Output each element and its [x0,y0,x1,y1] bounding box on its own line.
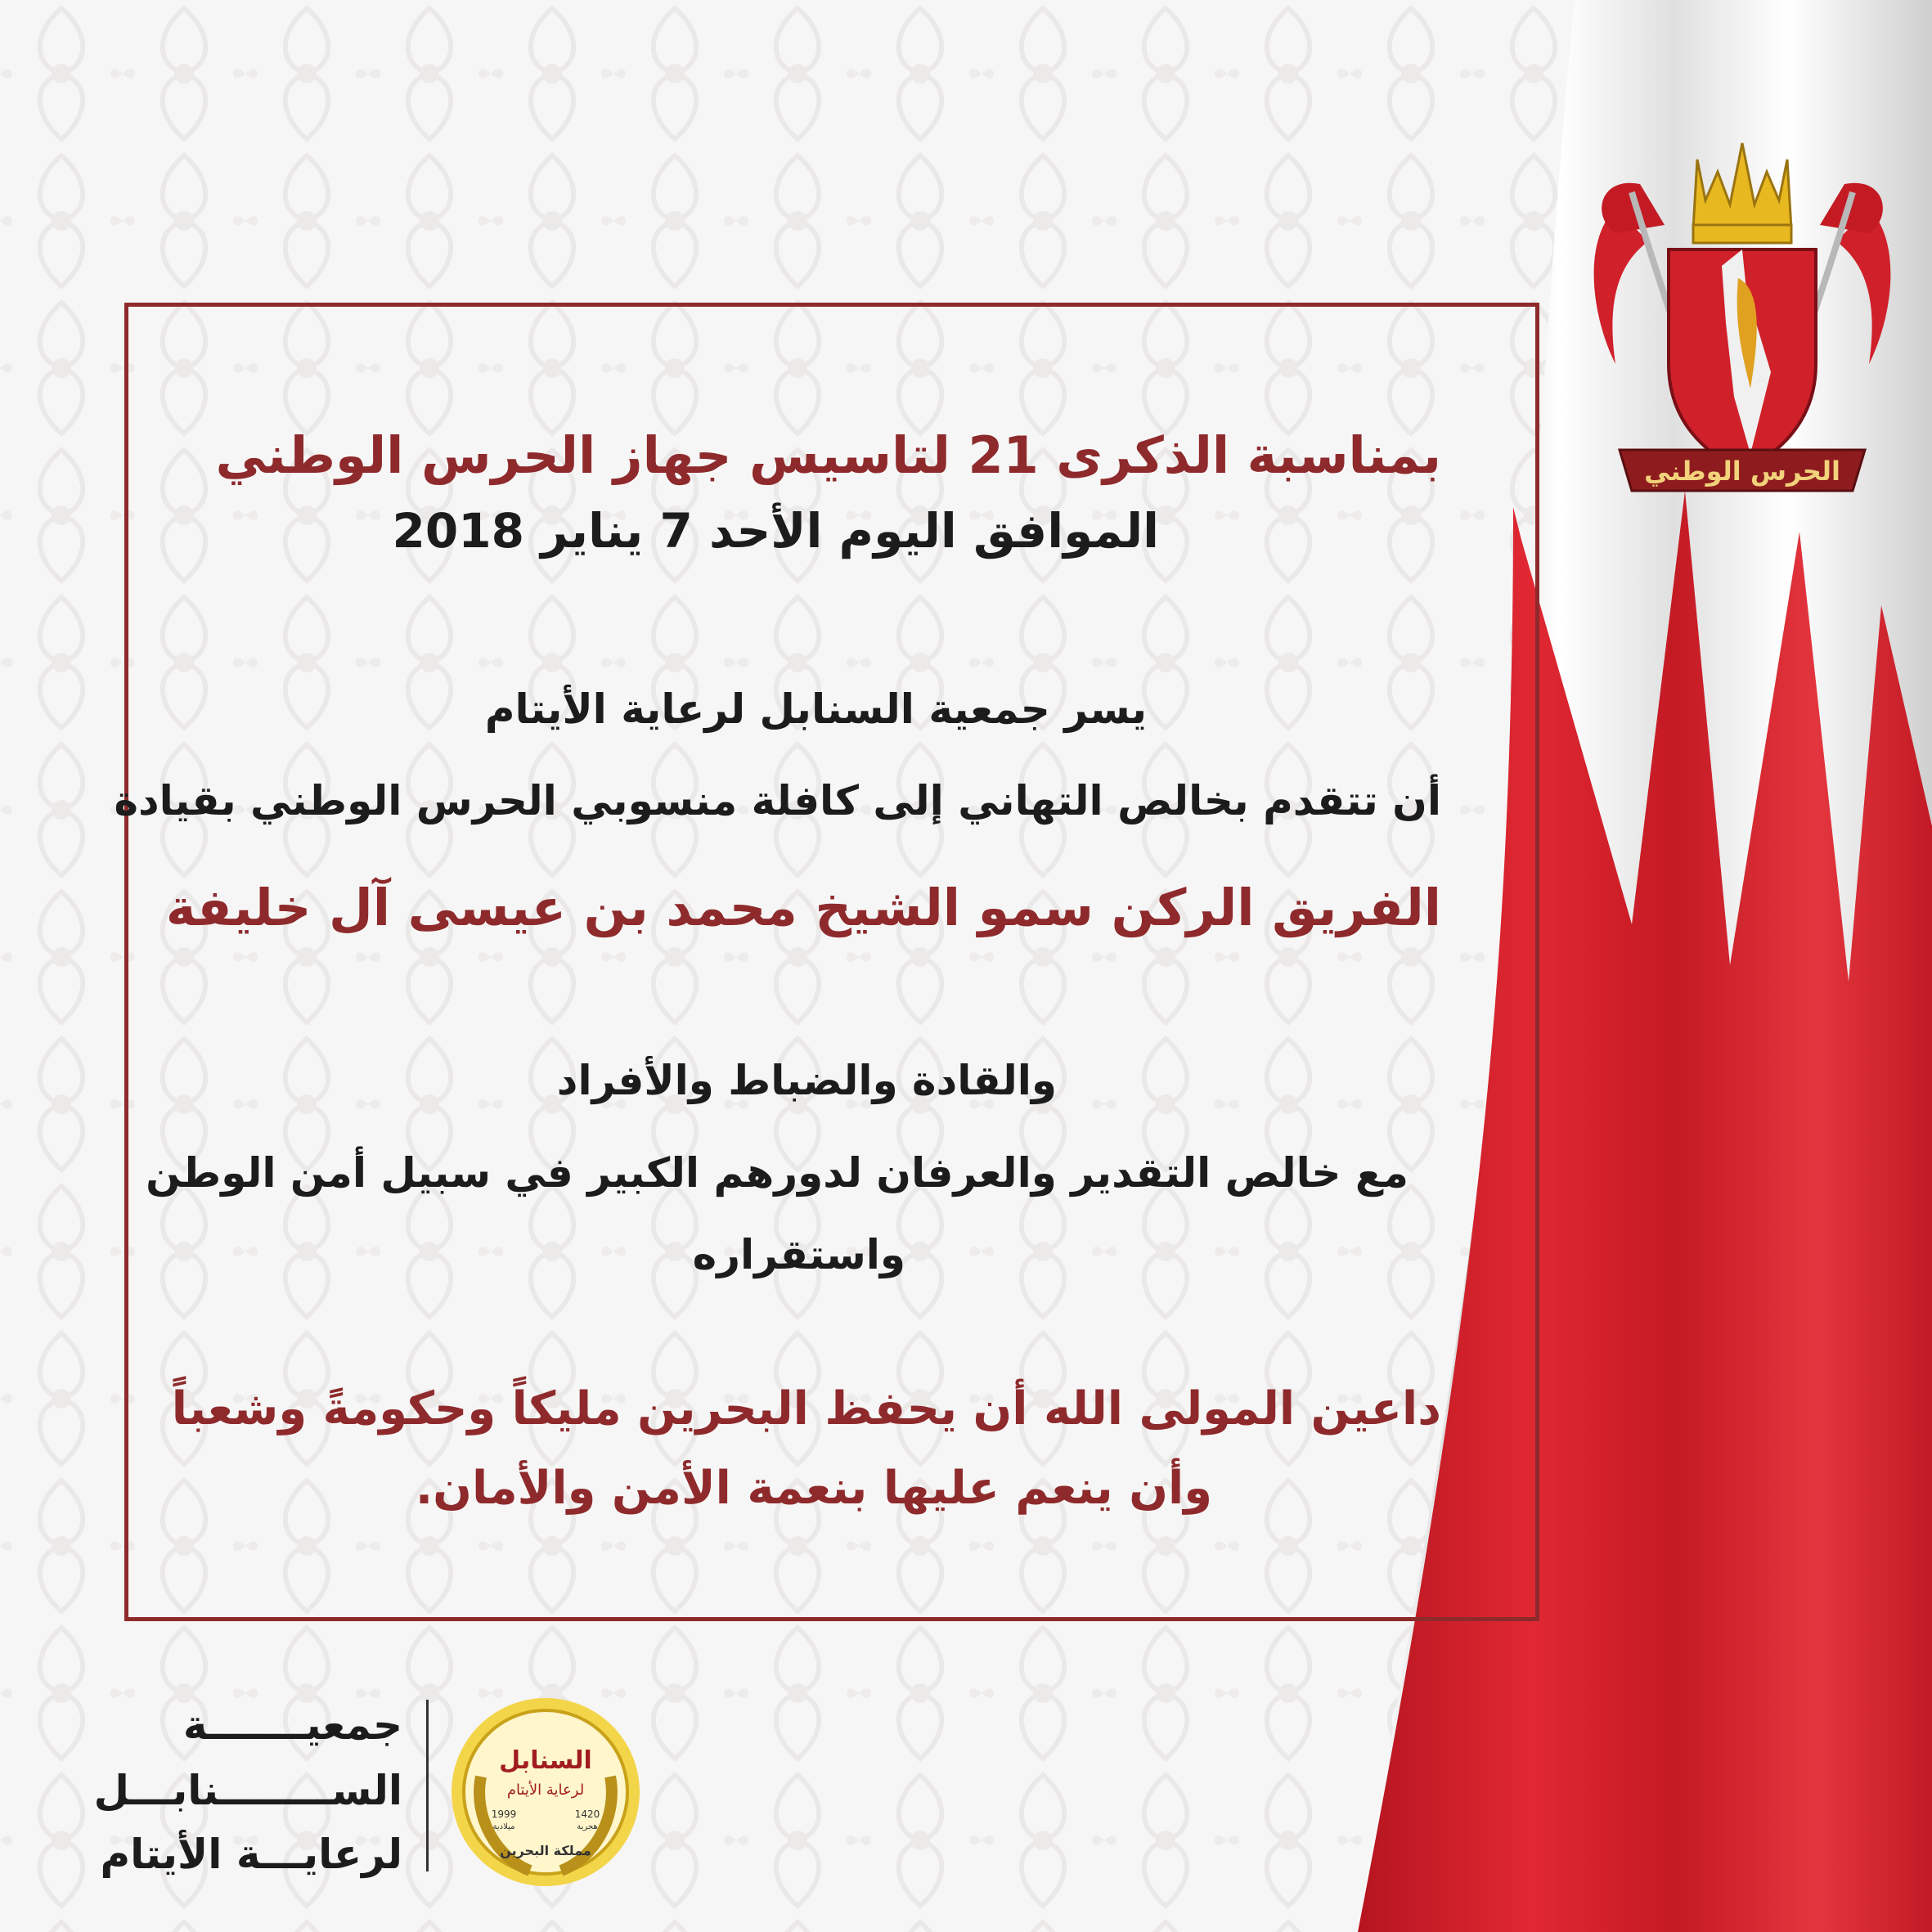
body-line-1: يسر جمعية السنابل لرعاية الأيتام [484,685,1147,733]
logo-country: مملكة البحرين [500,1843,591,1858]
body-line-6: واستقراره [692,1231,905,1278]
logo-year-right: 1420 [574,1808,600,1820]
logo-year-right-label: هجرية [577,1822,598,1831]
emblem-label: الحرس الوطني [1644,456,1840,487]
org-name-word-1: جمعيـــــــة [182,1701,402,1749]
logo-subtitle: لرعاية الأيتام [506,1781,585,1799]
commander-name: الفريق الركن سمو الشيخ محمد بن عيسى آل خليفة [165,878,1441,937]
national-guard-emblem-icon [1583,127,1902,511]
prayer-line-1: داعين المولى الله أن يحفظ البحرين مليكاً وحكومةً وشعباً [171,1382,1441,1436]
footer-divider [426,1700,429,1871]
org-name-word-2: الســــــــنابـــل [93,1767,402,1814]
body-line-4: والقادة والضباط والأفراد [556,1057,1057,1104]
heading-line-1: بمناسبة الذكرى 21 لتاسيس جهاز الحرس الوطني [215,425,1441,485]
logo-year-left-label: ميلادية [492,1822,515,1831]
body-line-5: مع خالص التقدير والعرفان لدورهم الكبير في سبيل أمن الوطن [146,1149,1409,1197]
heading-line-2: الموافق اليوم الأحد 7 يناير 2018 [392,503,1159,559]
org-name-word-3: لرعايـــة الأيتام [100,1831,402,1878]
al-sanabel-logo [448,1695,643,1889]
logo-year-left: 1999 [491,1808,517,1820]
logo-title: السنابل [499,1746,592,1775]
prayer-line-2: وأن ينعم عليها بنعمة الأمن والأمان. [415,1462,1212,1515]
body-line-2: أن تتقدم بخالص التهاني إلى كافلة منسوبي الحرس الوطني بقيادة [114,777,1441,824]
